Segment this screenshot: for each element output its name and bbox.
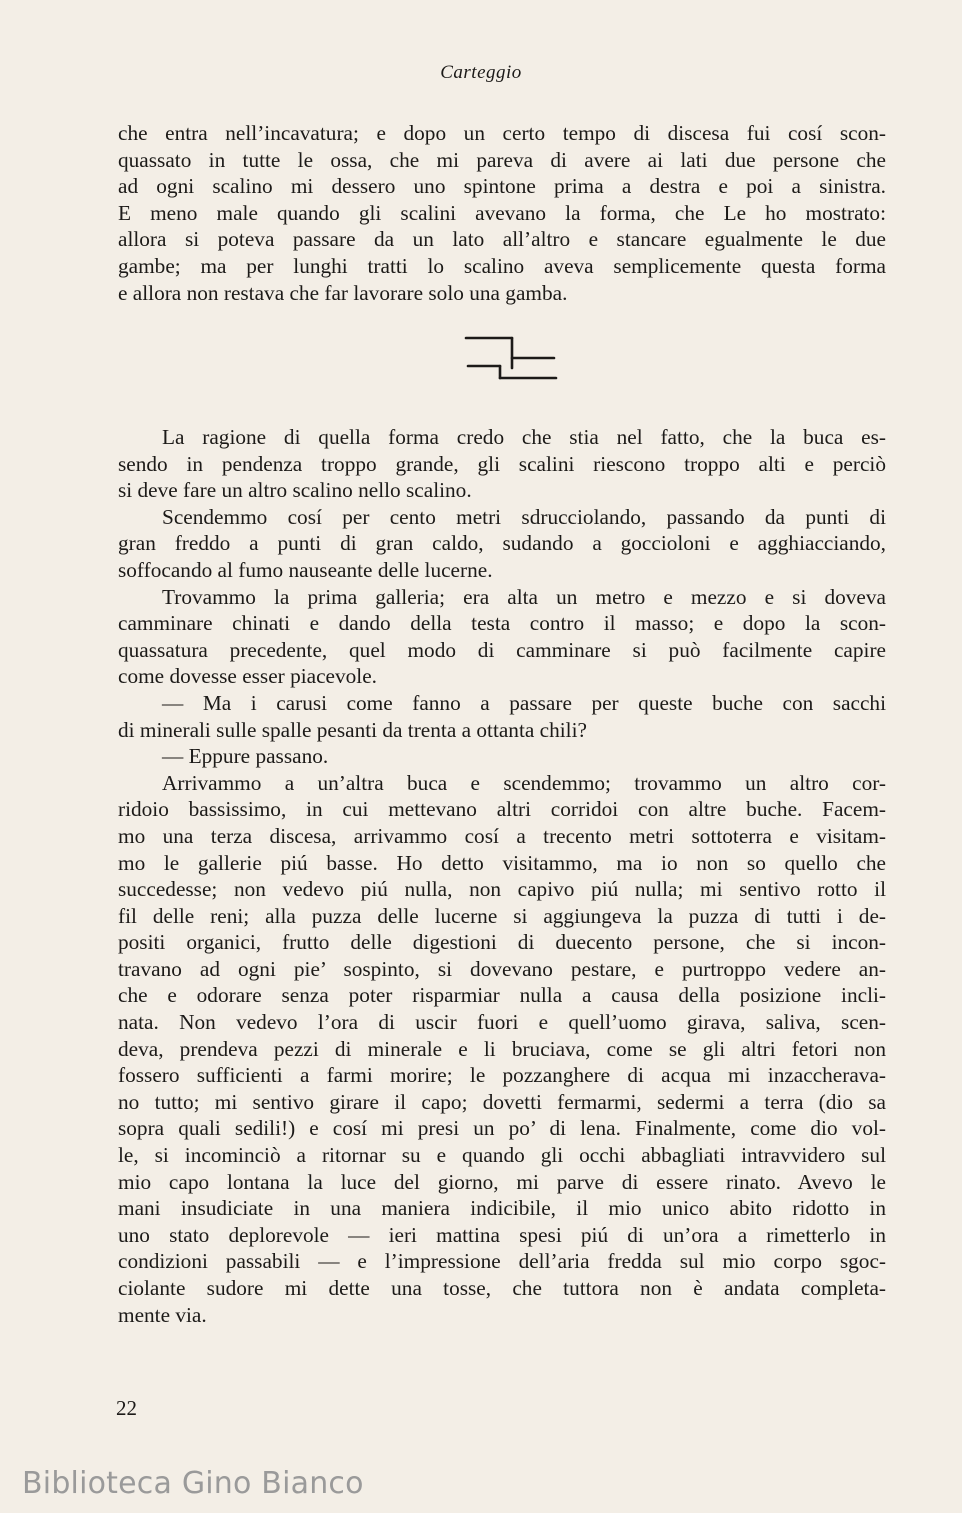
text-line: che entra nell’incavatura; e dopo un certo tempo di discesa fui cosí scon-: [118, 121, 886, 145]
page-number: 22: [116, 1396, 137, 1420]
text-line: che e odorare senza poter risparmiar nulla a causa della posizione incli-: [118, 983, 886, 1008]
text-line: La ragione di quella forma credo che stia nel fatto, che la buca es-: [162, 425, 886, 449]
text-line: Arrivammo a un’altra buca e scendemmo; trovammo un altro cor-: [162, 770, 886, 795]
text-line: Trovammo la prima galleria; era alta un metro e mezzo e si doveva: [162, 584, 886, 609]
text-line: si deve fare un altro scalino nello scalino.: [118, 478, 472, 503]
text-line: di minerali sulle spalle pesanti da trenta a ottanta chili?: [118, 717, 587, 742]
paragraph-block-2: [118, 424, 886, 1328]
library-watermark: Biblioteca Gino Bianco: [22, 1466, 364, 1501]
text-line: deva, prendeva pezzi di minerale e li bruciava, come se gli altri fetori non: [118, 1036, 886, 1061]
text-line: fil delle reni; alla puzza delle lucerne si aggiungeva la puzza di tutti i de-: [118, 903, 886, 928]
text-line: positi organici, frutto delle digestioni di duecento persone, che si incon-: [118, 930, 886, 955]
running-head: Carteggio: [440, 62, 522, 83]
text-line: uno stato deplorevole — ieri mattina spesi piú di un’ora a rimetterlo in: [118, 1222, 886, 1247]
text-line: quassato in tutte le ossa, che mi pareva di avere ai lati due persone che: [118, 147, 886, 172]
text-line: quassatura precedente, quel modo di camminare si può facilmente capire: [118, 637, 886, 662]
text-line: ad ogni scalino mi dessero uno spintone prima a destra e poi a sinistra.: [118, 174, 886, 199]
text-line: — Eppure passano.: [162, 744, 329, 769]
text-line: ridoio bassissimo, in cui mettevano altri corridoi con altre buche. Facem-: [118, 797, 886, 822]
text-line: gambe; ma per lunghi tratti lo scalino aveva semplicemente questa forma: [118, 253, 886, 278]
text-line: Scendemmo cosí per cento metri sdrucciolando, passando da punti di: [162, 504, 886, 529]
text-line: condizioni passabili — e l’impressione dell’aria fredda sul mio corpo sgoc-: [118, 1249, 886, 1274]
text-line: allora si poteva passare da un lato all’altro e stancare egualmente le due: [118, 227, 886, 252]
paragraph-block-1: [118, 120, 886, 306]
text-line: camminare chinati e dando della testa contro il masso; e dopo la scon-: [118, 611, 886, 636]
text-line: succedesse; non vedevo piú nulla, non capivo piú nulla; mi sentivo rotto il: [118, 877, 886, 902]
text-line: travano ad ogni pie’ sospinto, si dovevano pestare, e purtroppo vedere an-: [118, 956, 886, 981]
text-line: soffocando al fumo nauseante delle lucerne.: [118, 557, 493, 582]
text-line: come dovesse esser piacevole.: [118, 664, 378, 689]
text-line: mani insudiciate in una maniera indicibile, il mio unico abito ridotto in: [118, 1196, 886, 1221]
text-line: no tutto; mi sentivo girare il capo; dovetti fermarmi, sedermi a terra (dio sa: [118, 1089, 886, 1114]
text-line: mo le gallerie piú basse. Ho detto visitammo, ma io non so quello che: [118, 850, 886, 875]
text-line: E meno male quando gli scalini avevano la forma, che Le ho mostrato:: [118, 200, 886, 225]
text-line: fossero sufficienti a farmi morire; le pozzanghere di acqua mi inzaccherava-: [118, 1063, 886, 1088]
text-line: e allora non restava che far lavorare solo una gamba.: [118, 280, 568, 305]
text-line: — Ma i carusi come fanno a passare per queste buche con sacchi: [162, 690, 886, 715]
text-line: mio capo lontana la luce del giorno, mi parve di essere rinato. Avevo le: [118, 1169, 886, 1194]
text-line: sendo in pendenza troppo grande, gli scalini riescono troppo alti e perciò: [118, 451, 886, 476]
text-line: le, si incominciò a ritornar su e quando gli occhi abbagliati intravvidero sul: [118, 1143, 886, 1168]
text-line: mente via.: [118, 1302, 207, 1327]
text-line: mo una terza discesa, arrivammo cosí a trecento metri sottoterra e visitam-: [118, 823, 886, 848]
text-line: ciolante sudore mi dette una tosse, che tuttora non è andata completa-: [118, 1276, 886, 1300]
text-line: sopra quali sedili!) e cosí mi presi un po’ di lena. Finalmente, come dio vol-: [118, 1116, 886, 1141]
step-shape-figure: [462, 328, 562, 388]
text-line: gran freddo a punti di gran caldo, sudando a goccioloni e agghiacciando,: [118, 531, 886, 556]
text-line: nata. Non vedevo l’ora di uscir fuori e quell’uomo girava, saliva, scen-: [118, 1010, 886, 1035]
